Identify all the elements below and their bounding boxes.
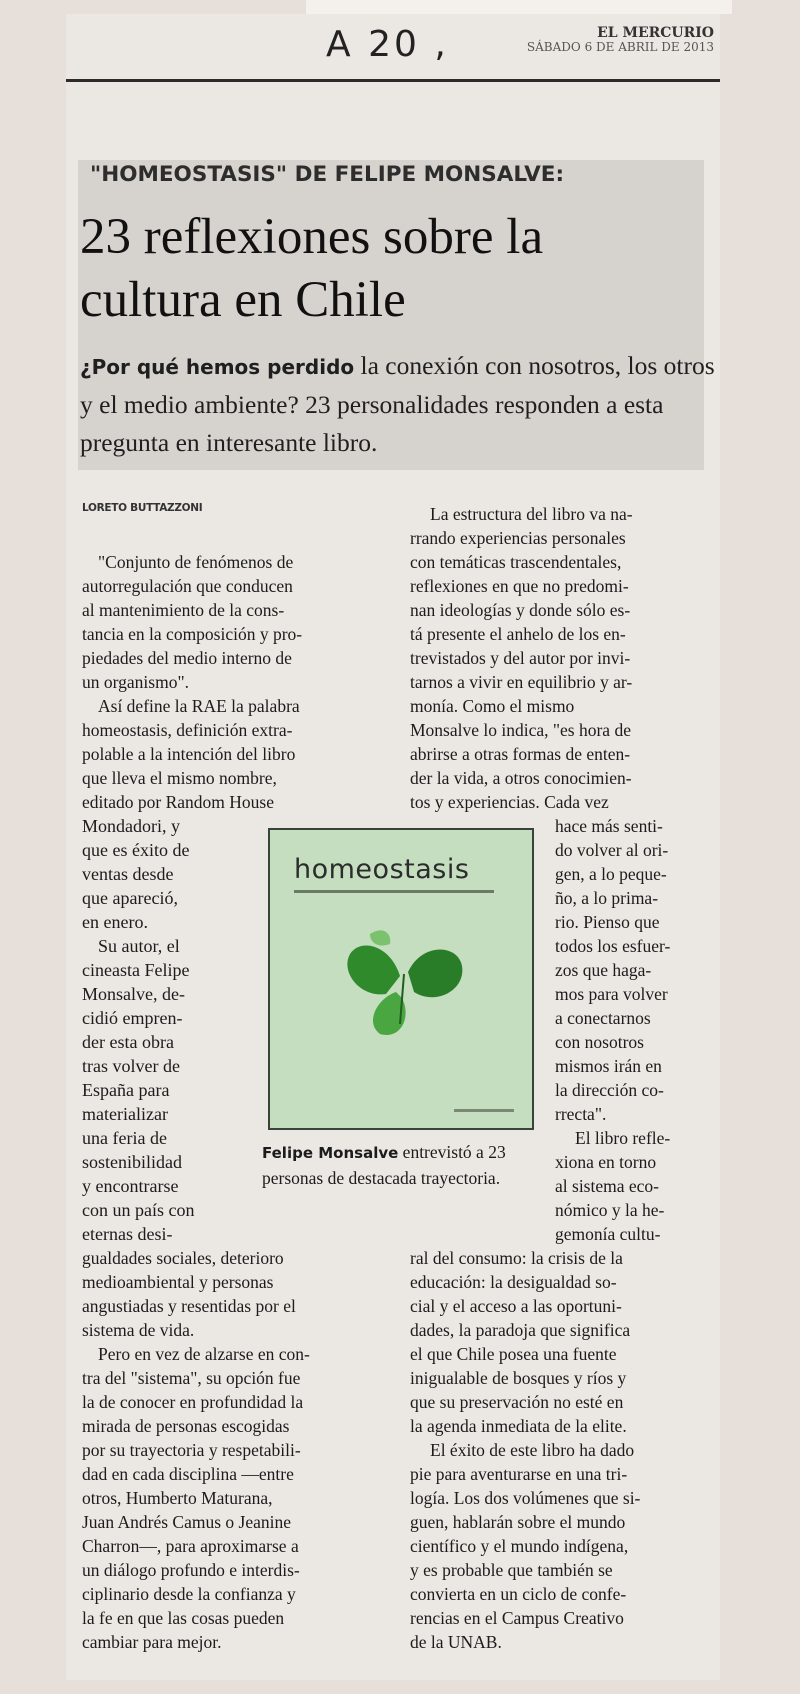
article-text-line: España para bbox=[82, 1080, 170, 1100]
article-text-line: Juan Andrés Camus o Jeanine bbox=[82, 1512, 291, 1532]
article-text-line: piedades del medio interno de bbox=[82, 648, 292, 668]
article-text-line: gen, a lo peque- bbox=[555, 864, 667, 884]
article-text-line: Pero en vez de alzarse en con- bbox=[98, 1344, 310, 1364]
article-text-line: todos los esfuer- bbox=[555, 936, 671, 956]
article-text-line: cineasta Felipe bbox=[82, 960, 190, 980]
article-text-line: tras volver de bbox=[82, 1056, 180, 1076]
headline-line: 23 reflexiones sobre la bbox=[80, 209, 544, 265]
article-text-line: editado por Random House bbox=[82, 792, 274, 812]
article-text-line: gemonía cultu- bbox=[555, 1224, 661, 1244]
article-text-line: cidió empren- bbox=[82, 1008, 183, 1028]
article-text-line: en enero. bbox=[82, 912, 148, 932]
article-text-line: un organismo". bbox=[82, 672, 189, 692]
article-text-line: zos que haga- bbox=[555, 960, 652, 980]
book-cover bbox=[268, 828, 534, 1130]
article-text-line: El éxito de este libro ha dado bbox=[430, 1440, 635, 1460]
kicker: "HOMEOSTASIS" DE FELIPE MONSALVE: bbox=[90, 162, 565, 187]
article-text-line: por su trayectoria y respetabili- bbox=[82, 1440, 301, 1460]
book-cover-title: homeostasis bbox=[294, 854, 470, 885]
article-text-line: tancia en la composición y pro- bbox=[82, 624, 303, 644]
article-text-line: "Conjunto de fenómenos de bbox=[98, 552, 294, 572]
article-text-line: de la UNAB. bbox=[410, 1632, 502, 1652]
article-text-line: der esta obra bbox=[82, 1032, 174, 1052]
article-text-line: cial y el acceso a las oportuni- bbox=[410, 1296, 622, 1316]
article-text-line: nómico y la he- bbox=[555, 1200, 665, 1220]
article-text-line: inigualable de bosques y ríos y bbox=[410, 1368, 627, 1388]
article-text-line: dad en cada disciplina —entre bbox=[82, 1464, 294, 1484]
article-text-line: que es éxito de bbox=[82, 840, 190, 860]
article-text-line: ventas desde bbox=[82, 864, 174, 884]
article-text-line: con un país con bbox=[82, 1200, 195, 1220]
article-text-line: rencias en el Campus Creativo bbox=[410, 1608, 624, 1628]
article-text-line: con temáticas trascendentales, bbox=[410, 552, 622, 572]
article-text-line: tá presente el anhelo de los en- bbox=[410, 624, 626, 644]
article-text-line: al mantenimiento de la cons- bbox=[82, 600, 285, 620]
article-text-line: científico y el mundo indígena, bbox=[410, 1536, 629, 1556]
article-text-line: eternas desi- bbox=[82, 1224, 173, 1244]
article-text-line: monía. Como el mismo bbox=[410, 696, 575, 716]
masthead bbox=[527, 26, 714, 53]
article-text-line: a conectarnos bbox=[555, 1008, 651, 1028]
publication-date: SÁBADO 6 DE ABRIL DE 2013 bbox=[526, 39, 714, 54]
article-text-line: que lleva el mismo nombre, bbox=[82, 768, 277, 788]
article-text-line: un diálogo profundo e interdis- bbox=[82, 1560, 300, 1580]
article-text-line: hace más senti- bbox=[555, 816, 663, 836]
article-text-line: y es probable que también se bbox=[410, 1560, 613, 1580]
article-text-line: El libro refle- bbox=[575, 1128, 671, 1148]
article-text-line: guen, hablarán sobre el mundo bbox=[410, 1512, 626, 1532]
headline-line: cultura en Chile bbox=[80, 272, 406, 328]
article-text-line: mirada de personas escogidas bbox=[82, 1416, 290, 1436]
article-text-line: tra del "sistema", su opción fue bbox=[82, 1368, 301, 1388]
article-text-line: mismos irán en bbox=[555, 1056, 662, 1076]
article-text-line: pie para aventurarse en una tri- bbox=[410, 1464, 628, 1484]
article-text-line: reflexiones en que no predomi- bbox=[410, 576, 629, 596]
byline: LORETO BUTTAZZONI bbox=[82, 502, 203, 514]
article-text-line: la fe en que las cosas pueden bbox=[82, 1608, 285, 1628]
article-text-line: sistema de vida. bbox=[82, 1320, 195, 1340]
article-text-line: ral del consumo: la crisis de la bbox=[410, 1248, 623, 1268]
article-text-line: ño, a lo prima- bbox=[555, 888, 659, 908]
article-text-line: rio. Pienso que bbox=[555, 912, 660, 932]
article-text-line: Charron—, para aproximarse a bbox=[82, 1536, 299, 1556]
article-text-line: do volver al ori- bbox=[555, 840, 669, 860]
article-text-line: ciplinario desde la confianza y bbox=[82, 1584, 296, 1604]
article-text-line: el que Chile posea una fuente bbox=[410, 1344, 617, 1364]
dek bbox=[80, 347, 720, 462]
article-text-line: convierta en un ciclo de confe- bbox=[410, 1584, 627, 1604]
article-text-line: polable a la intención del libro bbox=[82, 744, 296, 764]
page-top-strip bbox=[306, 0, 732, 14]
article-text-line: Su autor, el bbox=[98, 936, 180, 956]
article-text-line: dades, la paradoja que significa bbox=[410, 1320, 631, 1340]
article-text-line: sostenibilidad bbox=[82, 1152, 182, 1172]
article-text-line: y encontrarse bbox=[82, 1176, 179, 1196]
article-text-line: Monsalve, de- bbox=[82, 984, 185, 1004]
article-text-line: cambiar para mejor. bbox=[82, 1632, 222, 1652]
article-text-line: al sistema eco- bbox=[555, 1176, 659, 1196]
book-cover-author-bar bbox=[454, 1109, 514, 1112]
article-text-line: otros, Humberto Maturana, bbox=[82, 1488, 273, 1508]
headline bbox=[80, 206, 700, 332]
book-cover-subtitle-bar bbox=[294, 890, 494, 893]
article-text-line: materializar bbox=[82, 1104, 168, 1124]
article-text-line: Así define la RAE la palabra bbox=[98, 696, 300, 716]
article-text-line: que apareció, bbox=[82, 888, 178, 908]
article-text-line: con nosotros bbox=[555, 1032, 644, 1052]
article-text-line: tos y experiencias. Cada vez bbox=[410, 792, 609, 812]
article-text-line: rrando experiencias personales bbox=[410, 528, 626, 548]
article-text-line: der la vida, a otros conocimien- bbox=[410, 768, 632, 788]
article-text-line: la dirección co- bbox=[555, 1080, 664, 1100]
article-text-line: educación: la desigualdad so- bbox=[410, 1272, 617, 1292]
article-text-line: Mondadori, y bbox=[82, 816, 180, 836]
article-text-line: la agenda inmediata de la elite. bbox=[410, 1416, 627, 1436]
article-text-line: autorregulación que conducen bbox=[82, 576, 293, 596]
article-text-line: tarnos a vivir en equilibrio y ar- bbox=[410, 672, 633, 692]
article-text-line: La estructura del libro va na- bbox=[430, 504, 633, 524]
dek-rest: la conexión con nosotros, los otros y el medio ambiente? 23 personalidades responden a esta pregunta en interesante libro. bbox=[80, 351, 715, 457]
photo-caption bbox=[262, 1140, 542, 1191]
article-text-line: logía. Los dos volúmenes que si- bbox=[410, 1488, 641, 1508]
article-text-line: gualdades sociales, deterioro bbox=[82, 1248, 284, 1268]
article-text-line: medioambiental y personas bbox=[82, 1272, 274, 1292]
article-text-line: Monsalve lo indica, "es hora de bbox=[410, 720, 631, 740]
caption-bold: Felipe Monsalve bbox=[262, 1144, 399, 1162]
article-text-line: angustiadas y resentidas por el bbox=[82, 1296, 296, 1316]
article-text-line: mos para volver bbox=[555, 984, 668, 1004]
article-text-line: la de conocer en profundidad la bbox=[82, 1392, 304, 1412]
article-text-line: nan ideologías y donde sólo es- bbox=[410, 600, 631, 620]
article-text-line: rrecta". bbox=[555, 1104, 607, 1124]
header-rule bbox=[66, 79, 720, 82]
article-text-line: homeostasis, definición extra- bbox=[82, 720, 293, 740]
article-text-line: xiona en torno bbox=[555, 1152, 657, 1172]
handwritten-note: A 20 , bbox=[326, 24, 449, 65]
dek-bold: ¿Por qué hemos perdido bbox=[80, 355, 355, 379]
leaves-icon bbox=[330, 914, 480, 1044]
article-text-line: trevistados y del autor por invi- bbox=[410, 648, 631, 668]
article-text-line: abrirse a otras formas de enten- bbox=[410, 744, 631, 764]
newspaper-name: EL MERCURIO bbox=[597, 25, 714, 41]
article-text-line: que su preservación no esté en bbox=[410, 1392, 624, 1412]
article-text-line: una feria de bbox=[82, 1128, 167, 1148]
caption-rest: entrevistó a 23 personas de destacada trayectoria. bbox=[262, 1142, 506, 1188]
